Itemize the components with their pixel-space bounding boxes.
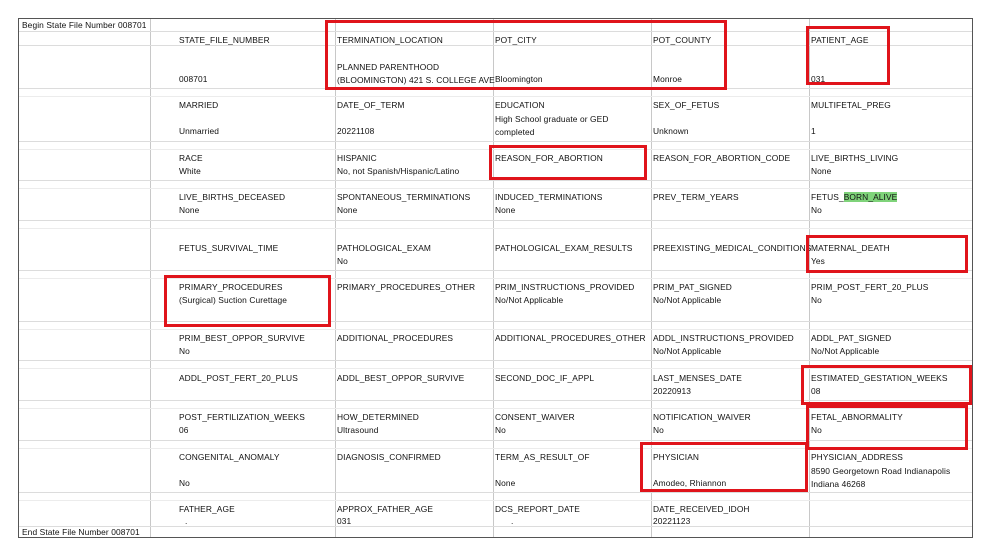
field-value: Unknown <box>653 126 689 136</box>
field-value: Unmarried <box>179 126 219 136</box>
field-label: MARRIED <box>179 100 219 110</box>
row-divider <box>19 360 972 361</box>
field-label: MATERNAL_DEATH <box>811 243 890 253</box>
field-label: MULTIFETAL_PREG <box>811 100 891 110</box>
field-label: PREEXISTING_MEDICAL_CONDITIONS <box>653 243 812 253</box>
field-label: SEX_OF_FETUS <box>653 100 720 110</box>
field-label: DATE_OF_TERM <box>337 100 405 110</box>
field-value: None <box>495 205 516 215</box>
field-label: PRIM_PAT_SIGNED <box>653 282 732 292</box>
field-value: 031 <box>337 516 352 526</box>
field-value: Yes <box>811 256 825 266</box>
highlight-box <box>806 235 968 273</box>
field-label: POT_CITY <box>495 35 537 45</box>
field-label: PRIM_INSTRUCTIONS_PROVIDED <box>495 282 635 292</box>
field-label: PHYSICIAN_ADDRESS <box>811 452 903 462</box>
field-value: 20221123 <box>653 516 691 526</box>
field-label: ESTIMATED_GESTATION_WEEKS <box>811 373 948 383</box>
field-label: REASON_FOR_ABORTION_CODE <box>653 153 791 163</box>
field-value: 008701 <box>179 74 208 84</box>
field-label: ADDL_BEST_OPPOR_SURVIVE <box>337 373 465 383</box>
field-label: PREV_TERM_YEARS <box>653 192 739 202</box>
row-divider <box>19 321 972 322</box>
field-value: No/Not Applicable <box>495 295 564 305</box>
field-value: No, not Spanish/Hispanic/Latino <box>337 166 460 176</box>
field-label: STATE_FILE_NUMBER <box>179 35 270 45</box>
field-label: DIAGNOSIS_CONFIRMED <box>337 452 441 462</box>
field-value: No/Not Applicable <box>811 346 880 356</box>
field-value: No <box>811 295 822 305</box>
row-divider <box>19 228 972 229</box>
highlight-box <box>164 275 331 327</box>
row-divider <box>19 220 972 221</box>
field-value: Amodeo, Rhiannon <box>653 478 727 488</box>
field-value: Ultrasound <box>337 425 379 435</box>
field-label: PRIMARY_PROCEDURES_OTHER <box>337 282 476 292</box>
field-label: PHYSICIAN <box>653 452 700 462</box>
highlight-box <box>801 365 972 405</box>
highlight-box <box>806 26 890 85</box>
field-label: PRIM_BEST_OPPOR_SURVIVE <box>179 333 305 343</box>
field-value: No <box>495 425 506 435</box>
field-value: No <box>653 425 664 435</box>
field-value: None <box>495 478 516 488</box>
field-label: LIVE_BIRTHS_DECEASED <box>179 192 286 202</box>
field-label: HISPANIC <box>337 153 377 163</box>
highlighted-text: BORN_ALIVE <box>843 192 898 202</box>
highlight-box <box>325 20 727 90</box>
field-value: 06 <box>179 425 189 435</box>
field-label <box>811 192 897 202</box>
row-divider <box>19 500 972 501</box>
field-value: 8590 Georgetown Road Indianapolis Indiana 46268 <box>811 466 951 489</box>
row-divider <box>19 188 972 189</box>
field-label: PATHOLOGICAL_EXAM <box>337 243 432 253</box>
spreadsheet <box>18 18 973 538</box>
field-value: 1 <box>811 126 816 136</box>
field-label-prefix: FETUS_ <box>811 192 844 202</box>
field-value: None <box>179 205 200 215</box>
field-value: No <box>179 478 190 488</box>
field-value: No <box>179 346 190 356</box>
end-file-marker: End State File Number 008701 <box>22 527 140 537</box>
field-value: None <box>337 205 358 215</box>
row-divider <box>19 492 972 493</box>
field-label: INDUCED_TERMINATIONS <box>495 192 603 202</box>
field-value: Monroe <box>653 74 682 84</box>
field-label: FETUS_SURVIVAL_TIME <box>179 243 279 253</box>
row-divider <box>19 278 972 279</box>
field-label: POST_FERTILIZATION_WEEKS <box>179 412 305 422</box>
field-value: . <box>511 516 514 526</box>
field-value: 031 <box>811 74 826 84</box>
row-divider <box>19 526 972 527</box>
field-label: SECOND_DOC_IF_APPL <box>495 373 595 383</box>
field-label: DCS_REPORT_DATE <box>495 504 580 514</box>
field-value: No <box>337 256 348 266</box>
field-value: 20221108 <box>337 126 375 136</box>
field-value: High School graduate or GED completed <box>495 114 609 137</box>
field-label: RACE <box>179 153 203 163</box>
field-value: . <box>185 516 188 526</box>
field-value: No <box>811 425 822 435</box>
highlight-box <box>489 145 647 180</box>
field-value: 20220913 <box>653 386 692 396</box>
field-label: NOTIFICATION_WAIVER <box>653 412 751 422</box>
field-label: ADDITIONAL_PROCEDURES <box>337 333 454 343</box>
field-label: PATIENT_AGE <box>811 35 869 45</box>
field-label: DATE_RECEIVED_IDOH <box>653 504 750 514</box>
field-label: CONGENITAL_ANOMALY <box>179 452 280 462</box>
field-label: APPROX_FATHER_AGE <box>337 504 434 514</box>
field-value: No/Not Applicable <box>653 295 722 305</box>
field-label: ADDITIONAL_PROCEDURES_OTHER <box>495 333 646 343</box>
highlight-box <box>806 405 968 450</box>
field-value: White <box>179 166 201 176</box>
field-label: PRIMARY_PROCEDURES <box>179 282 283 292</box>
row-divider <box>19 180 972 181</box>
field-label: REASON_FOR_ABORTION <box>495 153 603 163</box>
field-value: No <box>811 205 822 215</box>
field-label: ADDL_PAT_SIGNED <box>811 333 892 343</box>
field-value: PLANNED PARENTHOOD (BLOOMINGTON) 421 S. COLLEGE AVE <box>337 62 495 85</box>
field-label: TERMINATION_LOCATION <box>337 35 443 45</box>
field-label: LAST_MENSES_DATE <box>653 373 742 383</box>
field-label: CONSENT_WAIVER <box>495 412 575 422</box>
highlight-box <box>640 442 808 492</box>
field-label: FETAL_ABNORMALITY <box>811 412 903 422</box>
field-label: PRIM_POST_FERT_20_PLUS <box>811 282 929 292</box>
field-label: PATHOLOGICAL_EXAM_RESULTS <box>495 243 633 253</box>
field-label: EDUCATION <box>495 100 545 110</box>
row-divider <box>19 141 972 142</box>
field-label: ADDL_INSTRUCTIONS_PROVIDED <box>653 333 794 343</box>
field-value: 08 <box>811 386 821 396</box>
field-label: POT_COUNTY <box>653 35 712 45</box>
begin-file-marker: Begin State File Number 008701 <box>22 20 147 30</box>
field-label: ADDL_POST_FERT_20_PLUS <box>179 373 298 383</box>
field-label: SPONTANEOUS_TERMINATIONS <box>337 192 471 202</box>
field-label: FATHER_AGE <box>179 504 235 514</box>
field-label: LIVE_BIRTHS_LIVING <box>811 153 899 163</box>
field-value: Bloomington <box>495 74 543 84</box>
row-divider <box>19 96 972 97</box>
field-label: TERM_AS_RESULT_OF <box>495 452 590 462</box>
field-label: HOW_DETERMINED <box>337 412 419 422</box>
field-value: (Surgical) Suction Curettage <box>179 295 288 305</box>
row-divider <box>19 329 972 330</box>
field-value: None <box>811 166 832 176</box>
field-value: No/Not Applicable <box>653 346 722 356</box>
